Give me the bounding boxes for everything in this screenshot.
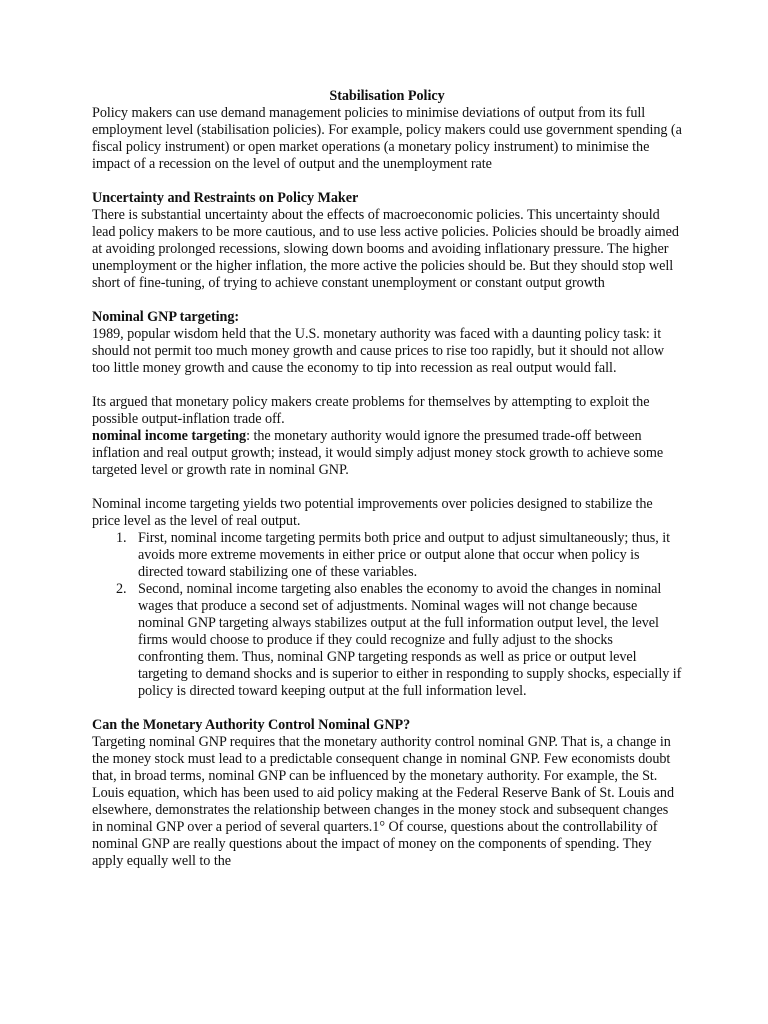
spacer: [92, 292, 682, 309]
list-item-number: 1.: [116, 530, 127, 546]
list-item-text: Second, nominal income targeting also enables the economy to avoid the changes in nominal wages that produce a second set of adjustments. Nominal wages will not change because nominal GNP targeting always stabilizes output at the full information output level, the level firms would choose to produce if they could recognize and fully adjust to the shocks confronting them. Thus, nominal GNP targeting responds as well as price or output level targeting to demand shocks and is superior to either in responding to supply shocks, especially if policy is directed toward keeping output at the full information level.: [138, 581, 682, 699]
nominal-gnp-paragraph-3: Nominal income targeting yields two potential improvements over policies designed to stabilize the price level as the level of real output.: [92, 496, 653, 529]
definition-paragraph: [92, 428, 682, 479]
intro-paragraph: Policy makers can use demand management policies to minimise deviations of output from its full employment level (stabilisation policies). For example, policy makers could use government spending (a fiscal policy instrument) or open market operations (a monetary policy instrument) to minimise the impact of a recession on the level of output and the unemployment rate: [92, 105, 682, 172]
spacer: [92, 479, 682, 496]
improvements-list: [92, 530, 682, 700]
spacer: [92, 377, 682, 394]
nominal-gnp-paragraph-2: Its argued that monetary policy makers create problems for themselves by attempting to exploit the possible output-inflation trade off.: [92, 394, 650, 427]
list-item-number: 2.: [116, 581, 127, 597]
list-item: [92, 581, 682, 700]
document-body: [92, 88, 682, 870]
uncertainty-heading: Uncertainty and Restraints on Policy Maker: [92, 190, 359, 206]
spacer: [92, 700, 682, 717]
definition-term: nominal income targeting: [92, 428, 247, 444]
page-title: Stabilisation Policy: [329, 88, 445, 104]
list-item-text: First, nominal income targeting permits both price and output to adjust simultaneously; thus, it avoids more extreme movements in either price or output alone that occur when policy is directed toward stabilizing one of these variables.: [138, 530, 671, 580]
nominal-gnp-paragraph-1: 1989, popular wisdom held that the U.S. monetary authority was faced with a daunting policy task: it should not permit too much money growth and cause prices to rise too rapidly, but it should not allow too little money growth and cause the economy to tip into recession as real output would fall.: [92, 326, 665, 376]
control-paragraph: Targeting nominal GNP requires that the monetary authority control nominal GNP. That is, a change in the money stock must lead to a predictable consequent change in nominal GNP. Few economists doubt that, in broad terms, nominal GNP can be influenced by the monetary authority. For example, the St. Louis equation, which has been used to aid policy making at the Federal Reserve Bank of St. Louis and elsewhere, demonstrates the relationship between changes in the money stock and subsequent changes in nominal GNP over a period of several quarters.1° Of course, questions about the controllability of nominal GNP are really questions about the impact of money on the components of spending. They apply equally well to the: [92, 734, 675, 869]
nominal-gnp-heading: Nominal GNP targeting:: [92, 309, 240, 325]
uncertainty-paragraph: There is substantial uncertainty about the effects of macroeconomic policies. This uncertainty should lead policy makers to be more cautious, and to use less active policies. Policies should be broadly aimed at avoiding prolonged recessions, slowing down booms and avoiding inflationary pressure. The higher unemployment or the higher inflation, the more active the policies should be. But they should stop well short of fine-tuning, of trying to achieve constant unemployment or constant output growth: [92, 207, 679, 291]
list-item: [92, 530, 682, 581]
control-heading: Can the Monetary Authority Control Nominal GNP?: [92, 717, 411, 733]
spacer: [92, 173, 682, 190]
definition-text: : the monetary authority would ignore the presumed trade-off between inflation and real output growth; instead, it would simply adjust money stock growth to achieve some targeted level or growth rate in nominal GNP.: [92, 428, 664, 478]
